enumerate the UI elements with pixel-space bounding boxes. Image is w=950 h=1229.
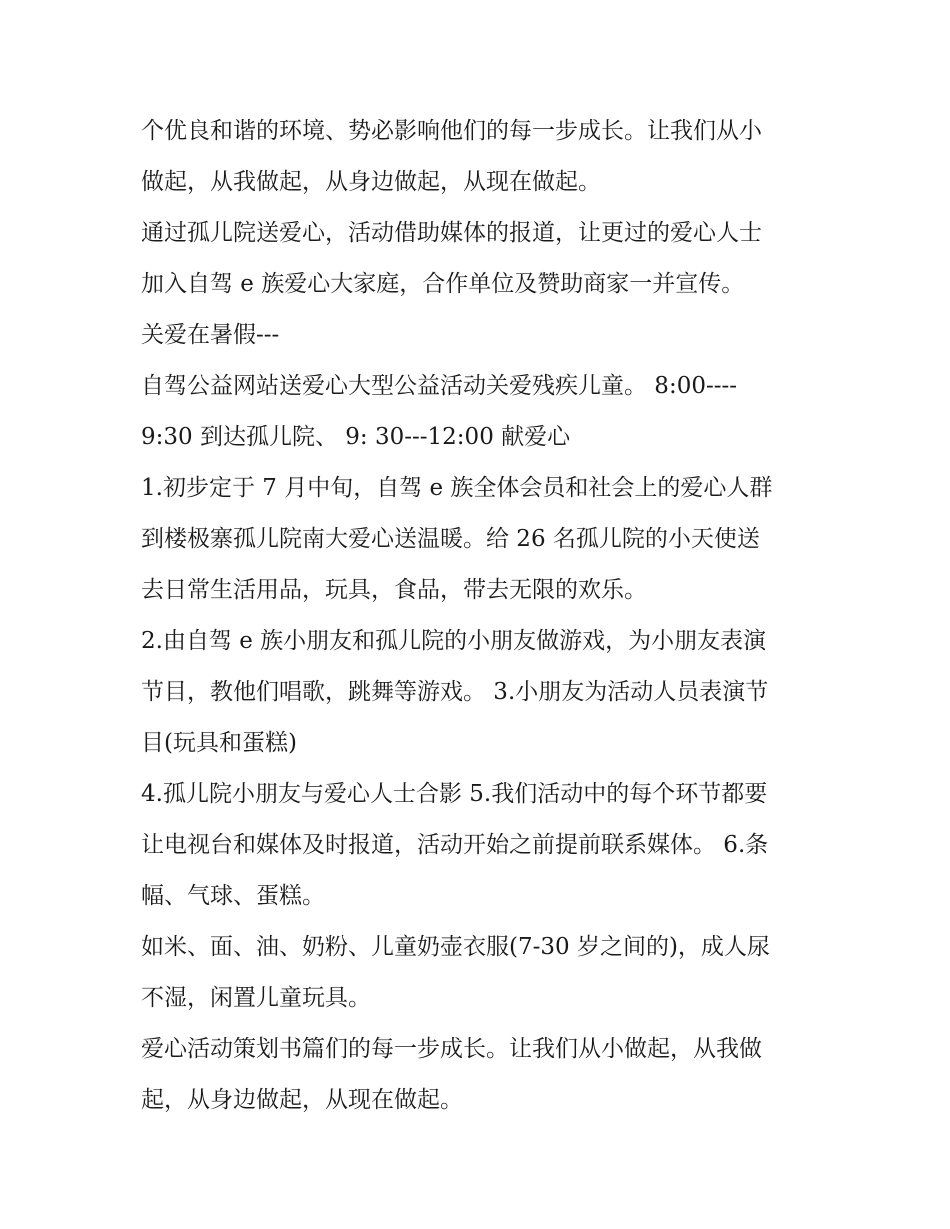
text-line: 不湿，闲置儿童玩具。 xyxy=(141,985,371,1011)
text-line: 起，从身边做起，从现在做起。 xyxy=(141,1087,463,1113)
text-line: 2.由自驾 e 族小朋友和孤儿院的小朋友做游戏，为小朋友表演 xyxy=(141,628,767,654)
text-line: 让电视台和媒体及时报道，活动开始之前提前联系媒体。 6.条 xyxy=(141,832,769,858)
text-line: 9:30 到达孤儿院、 9: 30---12:00 献爱心 xyxy=(141,424,571,450)
text-line: 目(玩具和蛋糕) xyxy=(141,730,297,756)
text-line: 爱心活动策划书篇们的每一步成长。让我们从小做起，从我做 xyxy=(141,1036,762,1062)
text-line: 如米、面、油、奶粉、儿童奶壶衣服(7-30 岁之间的)，成人尿 xyxy=(141,934,770,960)
text-line: 去日常生活用品，玩具，食品，带去无限的欢乐。 xyxy=(141,577,647,603)
text-line: 做起，从我做起，从身边做起，从现在做起。 xyxy=(141,169,601,195)
text-line: 自驾公益网站送爱心大型公益活动关爱残疾儿童。 8:00---- xyxy=(141,373,738,399)
text-line: 1.初步定于 7 月中旬，自驾 e 族全体会员和社会上的爱心人群 xyxy=(141,475,773,501)
text-line: 到楼极寨孤儿院南大爱心送温暖。给 26 名孤儿院的小天使送 xyxy=(141,526,760,552)
text-line: 4.孤儿院小朋友与爱心人士合影 5.我们活动中的每个环节都要 xyxy=(141,781,768,807)
text-line: 通过孤儿院送爱心，活动借助媒体的报道，让更过的爱心人士 xyxy=(141,220,762,246)
text-line: 幅、气球、蛋糕。 xyxy=(141,883,325,909)
document-body xyxy=(141,106,821,1126)
text-line: 个优良和谐的环境、势必影响他们的每一步成长。让我们从小 xyxy=(141,118,762,144)
text-line: 加入自驾 e 族爱心大家庭，合作单位及赞助商家一并宣传。 xyxy=(141,271,745,297)
text-line: 关爱在暑假--- xyxy=(141,322,280,348)
text-line: 节目，教他们唱歌，跳舞等游戏。 3.小朋友为活动人员表演节 xyxy=(141,679,769,705)
